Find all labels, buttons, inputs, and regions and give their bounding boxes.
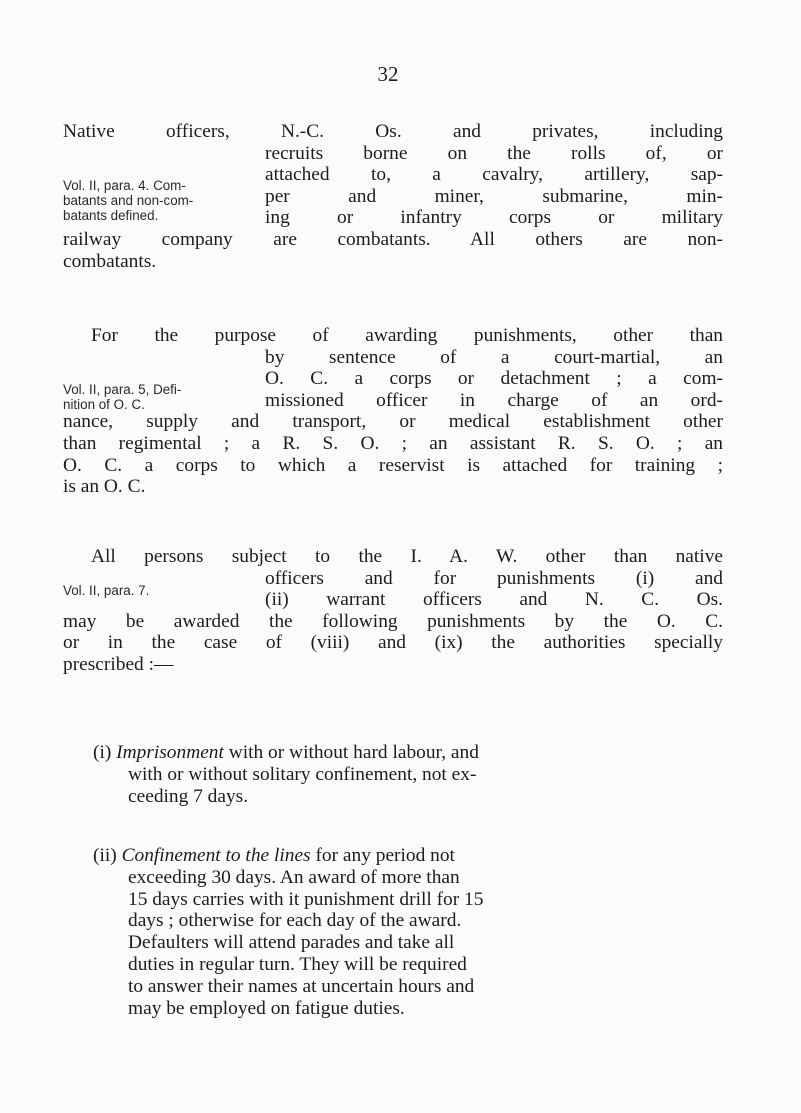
item-number: (ii) bbox=[93, 845, 117, 866]
text-line: combatants. bbox=[63, 250, 157, 272]
text-line: O. C. a corps or detachment ; a com- bbox=[265, 368, 723, 390]
item-title: Imprisonment bbox=[116, 742, 224, 763]
text-line: nance, supply and transport, or medical establishment other bbox=[63, 411, 723, 433]
text-line: For the purpose of awarding punishments, other than bbox=[91, 325, 723, 346]
text-line: may be employed on fatigue duties. bbox=[128, 997, 405, 1019]
margin-note-line: Vol. II, para. 4. Com- bbox=[63, 178, 186, 193]
punishment-item-imprisonment bbox=[93, 742, 723, 807]
text-line: attached to, a cavalry, artillery, sap- bbox=[265, 164, 723, 186]
text-line: days ; otherwise for each day of the award. bbox=[128, 910, 462, 932]
text-line: or in the case of (viii) and (ix) the authorities specially bbox=[63, 632, 723, 654]
text-line: All persons subject to the I. A. W. other than native bbox=[91, 546, 723, 567]
margin-note-line: batants defined. bbox=[63, 208, 159, 223]
text-line: per and miner, submarine, min- bbox=[265, 185, 723, 207]
text-line: with or without hard labour, and bbox=[223, 742, 479, 763]
text-line: (ii) warrant officers and N. C. Os. bbox=[265, 589, 723, 611]
text-line: with or without solitary confinement, not ex- bbox=[128, 763, 477, 785]
text-line: duties in regular turn. They will be required bbox=[128, 953, 467, 975]
text-line: Native officers, N.-C. Os. and privates, including bbox=[63, 121, 723, 142]
text-line: 15 days carries with it punishment drill for 15 bbox=[128, 888, 484, 910]
text-line: O. C. a corps to which a reservist is attached for training ; bbox=[63, 454, 723, 476]
punishment-item-confinement bbox=[93, 845, 723, 1019]
text-line: recruits borne on the rolls of, or bbox=[265, 142, 723, 164]
text-line: railway company are combatants. All others are non- bbox=[63, 228, 723, 250]
page-number: 32 bbox=[377, 62, 399, 86]
item-number: (i) bbox=[93, 742, 112, 763]
margin-note-line: nition of O. C. bbox=[63, 397, 145, 412]
text-line: prescribed :— bbox=[63, 653, 174, 675]
paragraph-oc-definition bbox=[63, 325, 723, 498]
text-line: may be awarded the following punishments by the O. C. bbox=[63, 610, 723, 632]
paragraph-combatants bbox=[63, 121, 723, 272]
text-line: is an O. C. bbox=[63, 476, 146, 498]
text-line: officers and for punishments (i) and bbox=[265, 567, 723, 589]
text-line: missioned officer in charge of an ord- bbox=[265, 389, 723, 411]
text-line: Defaulters will attend parades and take all bbox=[128, 932, 455, 954]
text-line: for any period not bbox=[310, 845, 455, 866]
text-line: than regimental ; a R. S. O. ; an assistant R. S. O. ; an bbox=[63, 432, 723, 454]
margin-note-line: batants and non-com- bbox=[63, 193, 194, 208]
text-line: ing or infantry corps or military bbox=[265, 207, 723, 229]
item-title: Confinement to the lines bbox=[121, 845, 311, 866]
margin-note-line: Vol. II, para. 5, Defi- bbox=[63, 382, 182, 397]
text-line: ceeding 7 days. bbox=[128, 785, 249, 807]
text-line: to answer their names at uncertain hours and bbox=[128, 975, 475, 997]
text-line: exceeding 30 days. An award of more than bbox=[128, 866, 460, 888]
margin-note-line: Vol. II, para. 7. bbox=[63, 583, 150, 598]
paragraph-punishments bbox=[63, 546, 723, 676]
text-line: by sentence of a court-martial, an bbox=[265, 346, 723, 368]
